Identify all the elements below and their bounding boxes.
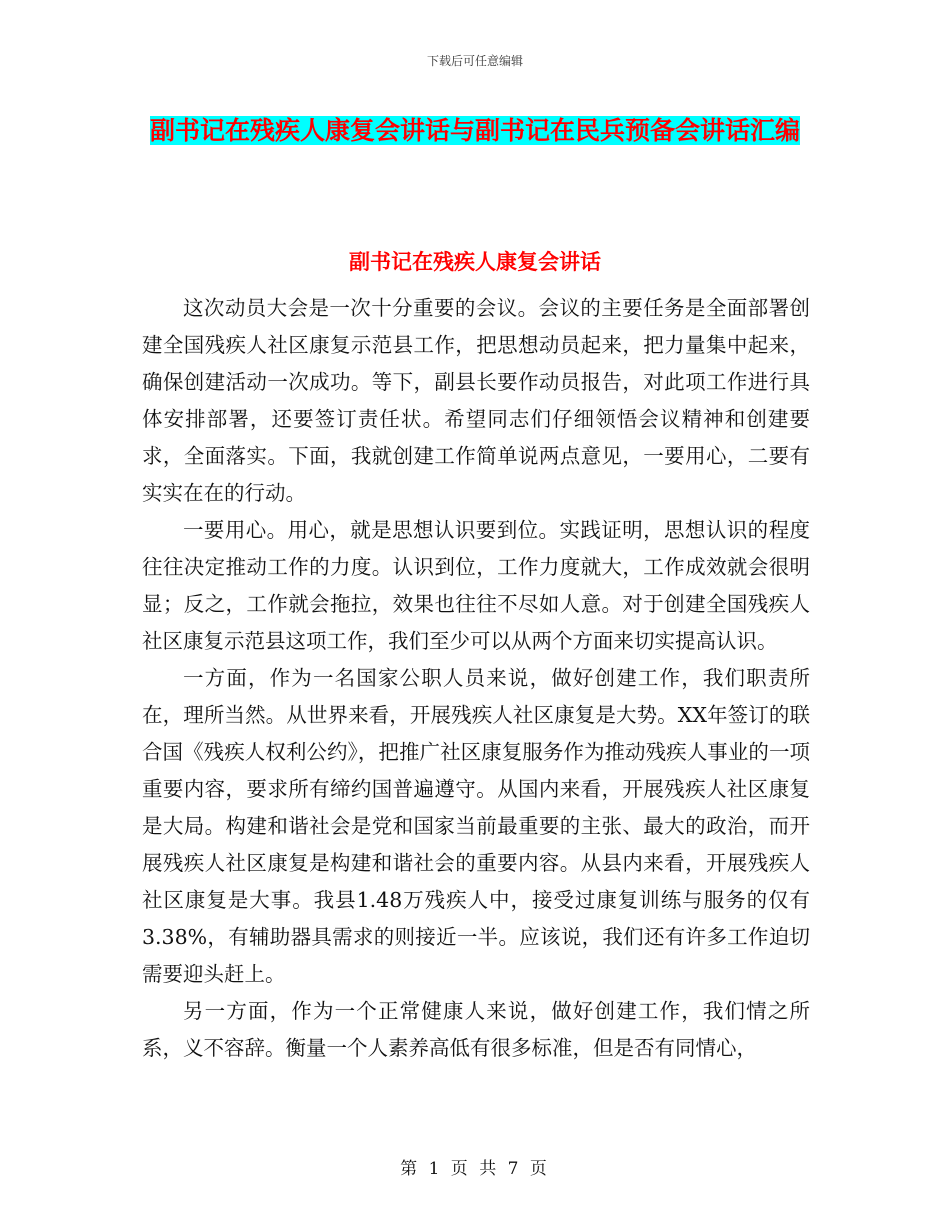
body-paragraph: 一要用心。用心，就是思想认识要到位。实践证明，思想认识的程度往往决定推动工作的力度。认识到位，工作力度就大，工作成效就会很明显；反之，工作就会拖拉，效果也往往不尽如人意。对于创建全国残疾人社区康复示范县这项工作，我们至少可以从两个方面来切实提高认识。: [142, 518, 810, 653]
document-title-text: 副书记在残疾人康复会讲话与副书记在民兵预备会讲话汇编: [150, 116, 801, 145]
document-body: [142, 290, 810, 1067]
page-number-footer: 第 1 页 共 7 页: [400, 1159, 550, 1179]
body-paragraph: 一方面，作为一名国家公职人员来说，做好创建工作，我们职责所在，理所当然。从世界来看，开展残疾人社区康复是大势。XX年签订的联合国《残疾人权利公约》，把推广社区康复服务作为推动残疾人事业的一项重要内容，要求所有缔约国普遍遵守。从国内来看，开展残疾人社区康复是大局。构建和谐社会是党和国家当前最重要的主张、最大的政治，而开展残疾人社区康复是构建和谐社会的重要内容。从县内来看，开展残疾人社区康复是大事。我县1.48万残疾人中，接受过康复训练与服务的仅有3.38%，有辅助器具需求的则接近一半。应该说，我们还有许多工作迫切需要迎头赶上。: [142, 666, 810, 986]
body-paragraph: 另一方面，作为一个正常健康人来说，做好创建工作，我们情之所系，义不容辞。衡量一个人素养高低有很多标准，但是否有同情心，: [142, 999, 810, 1060]
page-header-note: 下载后可任意编辑: [426, 54, 523, 68]
body-paragraph: 这次动员大会是一次十分重要的会议。会议的主要任务是全面部署创建全国残疾人社区康复示范县工作，把思想动员起来，把力量集中起来，确保创建活动一次成功。等下，副县长要作动员报告，对此项工作进行具体安排部署，还要签订责任状。希望同志们仔细领悟会议精神和创建要求，全面落实。下面，我就创建工作简单说两点意见，一要用心，二要有实实在在的行动。: [142, 296, 810, 505]
section-title: 副书记在残疾人康复会讲话: [349, 250, 601, 274]
document-title: [150, 108, 800, 154]
